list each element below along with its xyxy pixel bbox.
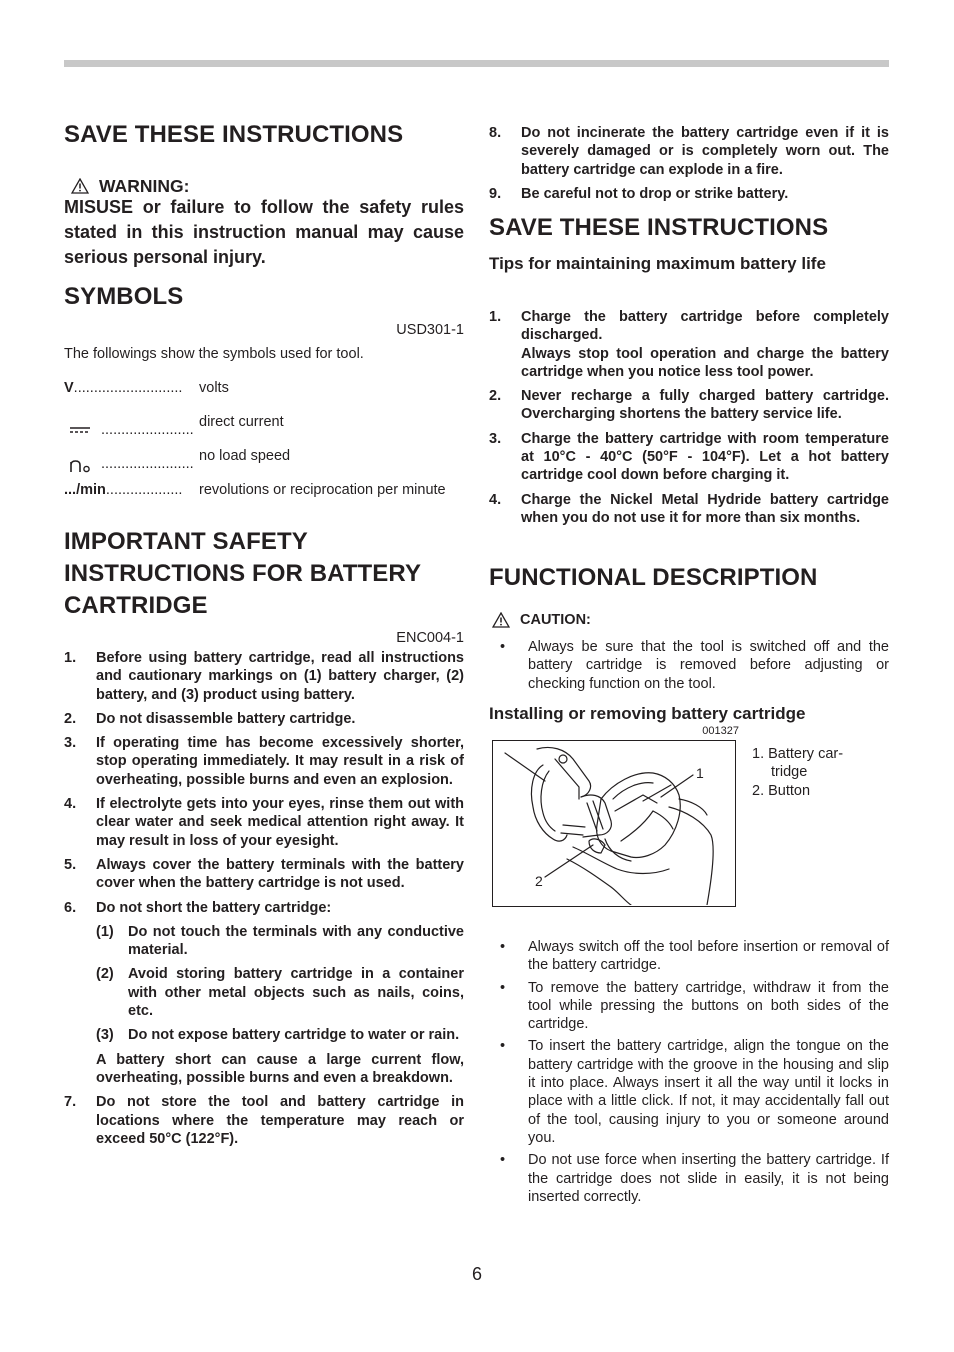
safety-list: [64, 649, 464, 1154]
warning-text: MISUSE or failure to follow the safety rules stated in this instruction manual may cause serious personal injury.: [64, 197, 464, 267]
leader-dots: ...................: [105, 482, 183, 498]
list-item: 1. Charge the battery cartridge before completely discharged. Always stop tool operation and charge the battery cartridge when you notice less tool power.: [489, 309, 889, 380]
list-item: 3. If operating time has become excessively shorter, stop operating immediately. It may result in a risk of overheating, possible burns and even an explosion.: [64, 735, 464, 788]
leader-dots: .......................: [101, 421, 194, 438]
header-rule: [64, 60, 889, 67]
install-bullets: [489, 938, 889, 1210]
callout-1: 1: [696, 765, 704, 781]
tips-heading: Tips for maintaining maximum battery life: [489, 254, 826, 273]
symbol-key: .../min: [64, 482, 106, 498]
list-item: 5. Always cover the battery terminals with the battery cover when the battery cartridge is not used.: [64, 856, 464, 892]
symbol-row-dc: [64, 413, 464, 447]
callout-2: 2: [535, 873, 543, 889]
list-item: 9. Be careful not to drop or strike battery.: [489, 185, 789, 202]
safety-list-continued: [489, 124, 889, 209]
symbol-key: V: [64, 380, 74, 396]
symbols-heading: SYMBOLS: [64, 283, 184, 310]
bullet-item: • To remove the battery cartridge, withdraw it from the tool while pressing the buttons on both sides of the cartridge.: [500, 979, 889, 1033]
leader-dots: .......................: [101, 455, 194, 472]
list-item: 6. Do not short the battery cartridge:: [64, 899, 332, 916]
caution-label: [489, 612, 889, 628]
symbols-code: USD301-1: [396, 322, 464, 338]
list-item: 8. Do not incinerate the battery cartridge even if it is severely damaged or is completely worn out. The battery cartridge can explode in a fire.: [489, 125, 889, 178]
caution-label-text: CAUTION:: [520, 612, 591, 628]
short-circuit-note: A battery short can cause a large current flow, overheating, possible burns and even a breakdown.: [96, 1051, 464, 1086]
list-item: 4. Charge the Nickel Metal Hydride battery cartridge when you do not use it for more than six months.: [489, 491, 889, 526]
page-number: 6: [471, 1264, 482, 1284]
important-safety-heading: IMPORTANT SAFETY INSTRUCTIONS FOR BATTERY CARTRIDGE: [64, 528, 421, 619]
tips-list: [489, 308, 889, 533]
list-item: 2. Do not disassemble battery cartridge.: [64, 710, 356, 727]
legend-item-cont: tridge: [771, 764, 808, 781]
symbol-value: volts: [199, 380, 229, 396]
install-heading: Installing or removing battery cartridge: [489, 704, 806, 723]
direct-current-icon: [68, 425, 94, 435]
bullet-item: • Do not use force when inserting the battery cartridge. If the cartridge does not slide in easily, it is not being inserted correctly.: [500, 1152, 889, 1205]
no-load-speed-icon: [68, 454, 94, 474]
sub-list-item: (3) Do not expose battery cartridge to water or rain.: [96, 1027, 460, 1044]
figure-code: 001327: [702, 725, 739, 737]
caution-bullet: • Always be sure that the tool is switched off and the battery cartridge is removed before adjusting or checking function on the tool.: [500, 639, 889, 692]
symbol-value: no load speed: [199, 448, 291, 464]
symbol-row-volts: [64, 379, 464, 413]
symbol-value: direct current: [199, 414, 284, 430]
list-item: 7. Do not store the tool and battery cartridge in locations where the temperature may reach or exceed 50°C (122°F).: [64, 1094, 464, 1147]
list-item: 4. If electrolyte gets into your eyes, rinse them out with clear water and seek medical attention right away. It may result in loss of your eyesight.: [64, 796, 464, 849]
warning-label: [64, 175, 464, 197]
symbol-value: revolutions or reciprocation per minute: [199, 482, 446, 498]
bullet-item: • To insert the battery cartridge, align the tongue on the battery cartridge with the groove in the housing and slip it into place. Always insert it all the way until it locks in place with a little click. If not, it may accidentally fall out of the tool, causing injury to you or someone around you.: [500, 1038, 889, 1146]
leader-dots: ...........................: [73, 380, 183, 396]
warning-triangle-icon: [71, 178, 89, 194]
symbol-row-no-load-speed: [64, 447, 464, 481]
legend-item: 2. Button: [752, 782, 811, 799]
list-item: 2. Never recharge a fully charged battery cartridge. Overcharging shortens the battery service life.: [489, 388, 889, 423]
legend-item: 1. Battery car-: [752, 746, 844, 762]
battery-tool-illustration: [493, 741, 734, 905]
battery-installation-figure: [492, 740, 736, 907]
bullet-item: • Always switch off the tool before insertion or removal of the battery cartridge.: [500, 939, 889, 974]
sub-list-item: (1) Do not touch the terminals with any conductive material.: [96, 923, 464, 959]
save-instructions-heading: SAVE THESE INSTRUCTIONS: [64, 121, 404, 148]
list-item: 1. Before using battery cartridge, read all instructions and cautionary markings on (1) battery charger, (2) battery, and (3) product using battery.: [64, 650, 464, 703]
figure-legend: [752, 745, 892, 800]
save-instructions-heading-2: SAVE THESE INSTRUCTIONS: [489, 214, 829, 241]
symbols-list: [64, 379, 464, 499]
symbols-intro: The followings show the symbols used for tool.: [64, 346, 364, 362]
functional-description-heading: FUNCTIONAL DESCRIPTION: [489, 564, 818, 591]
list-item: 3. Charge the battery cartridge with room temperature at 10°C - 40°C (50°F - 104°F). Let a hot battery cartridge cool down before charging it.: [489, 430, 889, 484]
warning-label-text: WARNING:: [99, 176, 190, 196]
caution-triangle-icon: [492, 612, 510, 628]
symbol-row-rpm: [64, 481, 464, 499]
important-code: ENC004-1: [396, 630, 464, 646]
sub-list-item: (2) Avoid storing battery cartridge in a container with other metal objects such as nails, coins, etc.: [96, 966, 464, 1020]
